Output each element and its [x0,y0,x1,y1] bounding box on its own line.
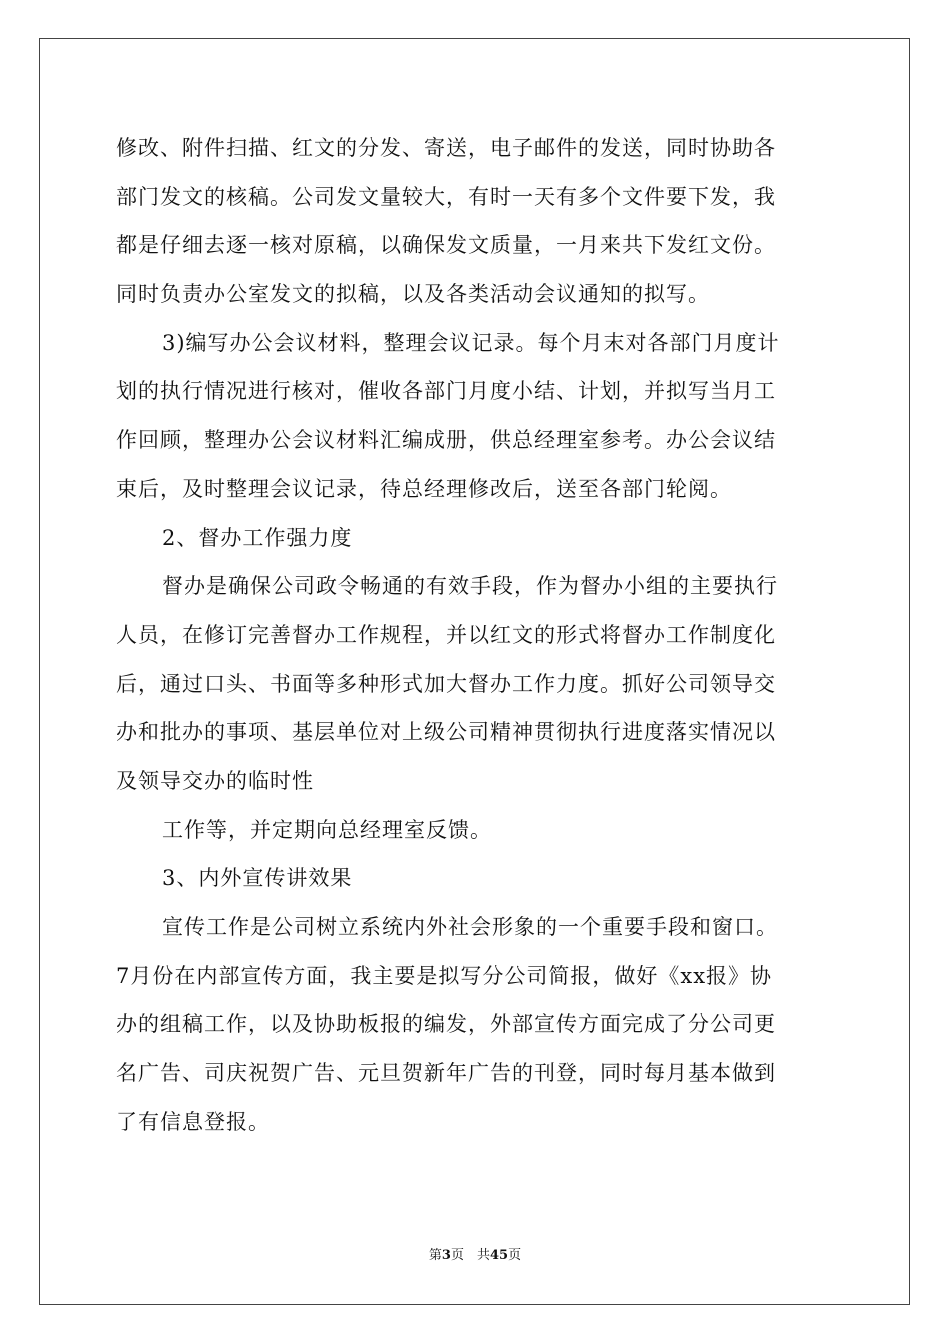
text-line: 人员，在修订完善督办工作规程，并以红文的形式将督办工作制度化 [116,622,776,647]
section-heading: 3、内外宣传讲效果 [162,866,353,891]
page-footer [0,1248,950,1264]
text-line: 了有信息登报。 [116,1109,270,1134]
text-line: 工作等，并定期向总经理室反馈。 [162,817,492,842]
footer-mid: 页 共 [450,1248,490,1263]
document-body [116,124,836,1146]
text-line: 及领导交办的临时性 [116,768,314,793]
footer-suffix: 页 [508,1248,522,1263]
text-line: 后，通过口头、书面等多种形式加大督办工作力度。抓好公司领导交 [116,671,776,696]
text-line: 宣传工作是公司树立系统内外社会形象的一个重要手段和窗口。 [162,915,778,939]
text-line: 部门发文的核稿。公司发文量较大，有时一天有多个文件要下发，我 [116,184,776,209]
text-line: 同时负责办公室发文的拟稿，以及各类活动会议通知的拟写。 [116,282,710,307]
text-line: 办和批办的事项、基层单位对上级公司精神贯彻执行进度落实情况以 [116,720,776,745]
text-line: 束后，及时整理会议记录，待总经理修改后，送至各部门轮阅。 [116,476,732,501]
text-line: 7月份在内部宣传方面，我主要是拟写分公司简报，做好《xx报》协 [116,963,773,988]
text-line: 名广告、司庆祝贺广告、元旦贺新年广告的刊登，同时每月基本做到 [116,1061,776,1086]
footer-prefix: 第 [428,1248,442,1263]
text-line: 3)编写办公会议材料，整理会议记录。每个月末对各部门月度计 [162,330,780,355]
current-page-number: 3 [441,1248,451,1263]
text-line: 划的执行情况进行核对，催收各部门月度小结、计划，并拟写当月工 [116,379,776,404]
text-line: 办的组稿工作，以及协助板报的编发，外部宣传方面完成了分公司更 [116,1012,776,1037]
text-line: 督办是确保公司政令畅通的有效手段，作为督办小组的主要执行 [162,574,778,599]
text-line: 修改、附件扫描、红文的分发、寄送，电子邮件的发送，同时协助各 [116,136,776,160]
text-line: 都是仔细去逐一核对原稿，以确保发文质量，一月来共下发红文份。 [116,233,776,258]
section-heading: 2、督办工作强力度 [162,525,353,550]
text-line: 作回顾，整理办公会议材料汇编成册，供总经理室参考。办公会议结 [116,428,776,453]
total-page-count: 45 [489,1248,509,1263]
